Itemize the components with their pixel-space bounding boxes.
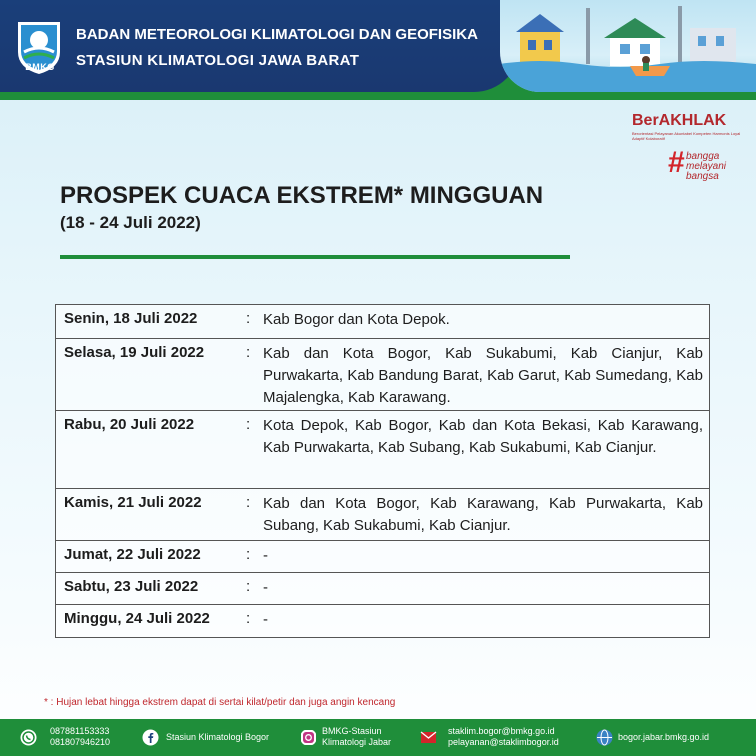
email-address: pelayanan@staklimbogor.id <box>448 737 559 747</box>
forecast-day: Sabtu, 23 Juli 2022 <box>64 578 199 595</box>
instagram-handle: BMKG-Stasiun <box>322 726 382 736</box>
separator: : <box>246 494 251 511</box>
forecast-row <box>56 605 709 637</box>
facebook-link[interactable] <box>142 719 292 756</box>
separator: : <box>246 344 251 361</box>
forecast-row <box>56 305 709 339</box>
agency-name: BADAN METEOROLOGI KLIMATOLOGI DAN GEOFISIKA <box>76 26 478 43</box>
forecast-regions: Kab dan Kota Bogor, Kab Karawang, Kab Purwakarta, Kab Subang, Kab Sukabumi, Kab Cianjur. <box>263 495 703 534</box>
forecast-row <box>56 573 709 605</box>
whatsapp-contact[interactable] <box>20 719 130 756</box>
whatsapp-icon <box>20 729 37 746</box>
forecast-regions: - <box>263 579 268 596</box>
phone-number: 087881153333 <box>50 726 110 736</box>
separator: : <box>246 416 251 433</box>
email-contact[interactable] <box>420 719 590 756</box>
forecast-day: Minggu, 24 Juli 2022 <box>64 610 210 627</box>
forecast-day: Kamis, 21 Juli 2022 <box>64 494 202 511</box>
separator: : <box>246 310 251 327</box>
email-icon <box>420 729 437 746</box>
separator: : <box>246 546 251 563</box>
header-blue-panel <box>0 0 520 92</box>
forecast-day: Selasa, 19 Juli 2022 <box>64 344 205 361</box>
forecast-regions: Kab Bogor dan Kota Depok. <box>263 311 450 328</box>
email-address: staklim.bogor@bmkg.go.id <box>448 726 555 736</box>
instagram-icon <box>300 729 317 746</box>
date-range: (18 - 24 Juli 2022) <box>60 213 201 232</box>
instagram-handle: Klimatologi Jabar <box>322 737 392 747</box>
forecast-row <box>56 489 709 541</box>
flood-illustration <box>500 0 756 92</box>
flood-scene-icon <box>500 0 756 92</box>
forecast-day: Jumat, 22 Juli 2022 <box>64 546 201 563</box>
contact-footer <box>0 719 756 756</box>
forecast-day: Rabu, 20 Juli 2022 <box>64 416 195 433</box>
forecast-row <box>56 411 709 489</box>
footnote: * : Hujan lebat hingga ekstrem dapat di sertai kilat/petir dan juga angin kencang <box>44 697 396 708</box>
instagram-link[interactable] <box>300 719 410 756</box>
forecast-row <box>56 541 709 573</box>
phone-number: 081807946210 <box>50 737 111 747</box>
forecast-regions: - <box>263 611 268 628</box>
bangsa-line: bangsa <box>686 171 719 182</box>
facebook-name: Stasiun Klimatologi Bogor <box>166 732 270 742</box>
forecast-day: Senin, 18 Juli 2022 <box>64 310 198 327</box>
berakhlak-logo: BerAKHLAK <box>632 112 727 129</box>
forecast-table <box>55 304 710 638</box>
facebook-icon <box>142 729 159 746</box>
page-title: PROSPEK CUACA EKSTREM* MINGGUAN <box>60 182 544 209</box>
title-divider <box>60 255 570 259</box>
forecast-regions: Kab dan Kota Bogor, Kab Sukabumi, Kab Cianjur, Kab Purwakarta, Kab Bandung Barat, Kab Garut, Kab Sumedang, Kab Majalengka, Kab Karawang. <box>263 345 703 406</box>
website-url: bogor.jabar.bmkg.go.id <box>618 732 710 742</box>
website-link[interactable] <box>596 719 752 756</box>
forecast-regions: - <box>263 547 268 564</box>
berakhlak-values: Berorientasi Pelayanan Akuntabel Kompeten Harmonis Loyal Adaptif Kolaboratif <box>632 131 741 141</box>
forecast-regions: Kota Depok, Kab Bogor, Kab dan Kota Bekasi, Kab Karawang, Kab Purwakarta, Kab Subang, Kab Sukabumi, Kab Cianjur. <box>263 417 703 456</box>
bangga-melayani-bangsa <box>686 152 726 182</box>
melayani-line: melayani <box>686 161 727 172</box>
separator: : <box>246 578 251 595</box>
logo-text: BMKG <box>25 62 55 72</box>
header-banner <box>0 0 756 100</box>
station-name: STASIUN KLIMATOLOGI JAWA BARAT <box>76 52 360 69</box>
globe-icon <box>596 729 613 746</box>
bangga-line: bangga <box>686 151 720 162</box>
separator: : <box>246 610 251 627</box>
forecast-row <box>56 339 709 411</box>
bangga-hash: # <box>668 146 685 179</box>
